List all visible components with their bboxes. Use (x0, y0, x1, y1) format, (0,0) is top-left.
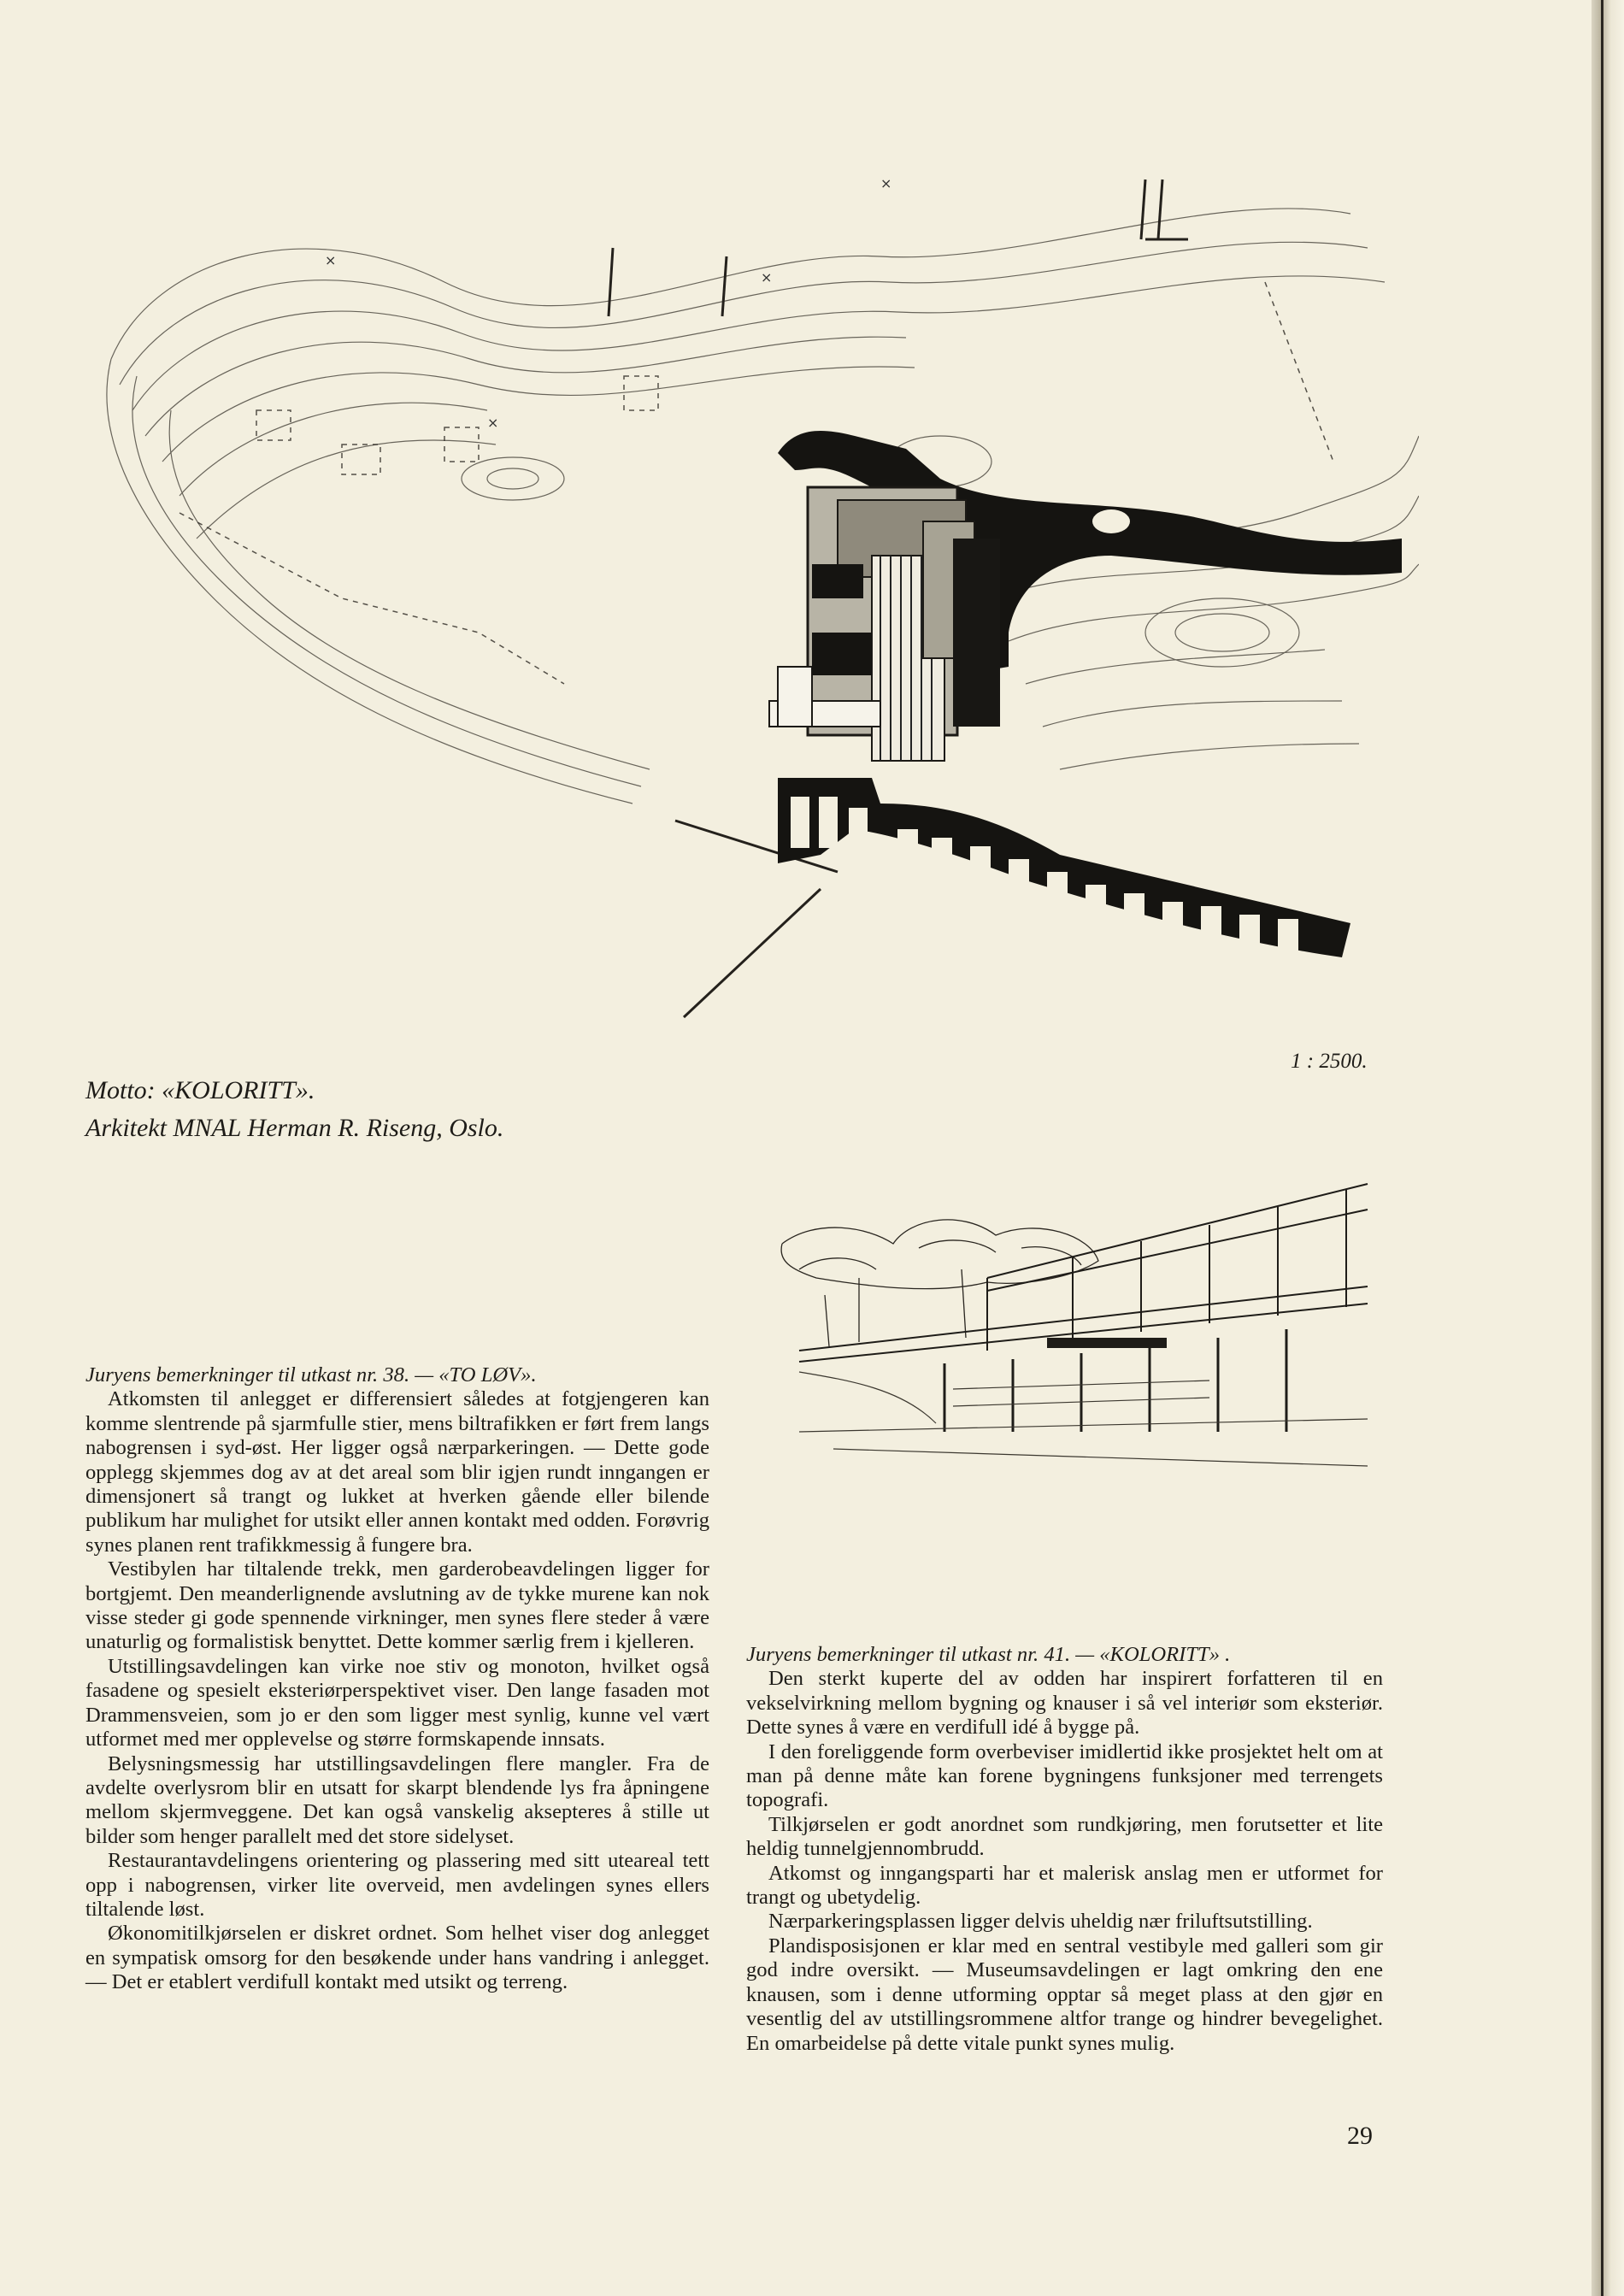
comment-paragraph: Belysningsmessig har utstillingsavdelingen flere mangler. Fra de avdelte overlysrom blir en utsatt for skarpt blendende lys fra åpningene mellom skjermveggene. Det kan også vanskelig aksepteres å stille ut bilder som henger parallelt med det store sidelyset. (85, 1751, 709, 1848)
svg-text:×: × (325, 252, 337, 268)
jury-comments-41 (746, 1643, 1383, 2056)
comment-heading: Juryens bemerkninger til utkast nr. 41. — «KOLORITT» . (746, 1643, 1231, 1666)
comment-paragraph: Økonomitilkjørselen er diskret ordnet. Som helhet viser dog anlegget en sympatisk omsorg for den besøkende under hans vandring i anlegget. — Det er etablert verdifull kontakt med utsikt og terreng. (85, 1922, 709, 1994)
motto-block (85, 1072, 503, 1147)
comment-paragraph: Utstillingsavdelingen kan virke noe stiv og monoton, hvilket også fasadene og spesielt eksteriørperspektivet viser. Den lange fasaden mot Drammensveien, som jo er den som ligger mest synlig, kunne vel vært utformet med mer opplevelse og større formskapende innsats. (85, 1654, 709, 1751)
jury-comments-38 (85, 1363, 709, 1995)
page-number: 29 (1347, 2122, 1373, 2150)
site-plan-drawing (85, 154, 1419, 1043)
comment-paragraph: Atkomst og inngangsparti har et malerisk anslag men er utformet for trangt og ubetydelig. (746, 1861, 1383, 1910)
motto-line: Motto: «KOLORITT». (85, 1076, 315, 1104)
comment-paragraph: Plandisposisjonen er klar med en sentral vestibyle med galleri som gir god indre oversikt. — Museumsavdelingen er lagt omkring den ene knausen, som i denne utforming opptar så meget plass at den gjør en vesentlig del av utstillingsrommene altfor trange og hindrer bevegelighet. En omarbeidelse på dette vitale punkt synes mulig. (746, 1934, 1383, 2055)
comment-paragraph: Atkomsten til anlegget er differensiert således at fotgjengeren kan komme slentrende på sjarmfulle stier, mens biltrafikken er ført frem langs nabogrensen i syd-øst. Her ligger også nærparkeringen. — Dette gode opplegg skjemmes dog av at det areal som blir igjen rundt inngangen er dimensjonert så trangt og lukket at hverken gående eller bilende publikum har mulighet for utsikt eller annen kontakt med odden. Forøvrig synes planen rent trafikkmessig å fungere bra. (85, 1387, 709, 1557)
binding-line (1601, 0, 1603, 2296)
comment-paragraph: Nærparkeringsplassen ligger delvis uheldig nær friluftsutstilling. (768, 1910, 1313, 1934)
svg-text:×: × (487, 415, 499, 431)
architect-line: Arkitekt MNAL Herman R. Riseng, Oslo. (85, 1114, 504, 1142)
comment-paragraph: I den foreliggende form overbeviser imidlertid ikke prosjektet helt om at man på denne måte kan forene bygningens funksjoner med terrengets topografi. (746, 1740, 1383, 1812)
comment-paragraph: Tilkjørselen er godt anordnet som rundkjøring, men forutsetter et lite heldig tunnelgjennombrudd. (746, 1812, 1383, 1861)
page-edge (1592, 0, 1624, 2296)
comment-paragraph: Restaurantavdelingens orientering og plassering med sitt uteareal tett opp i nabogrensen, virker lite overveid, men avdelingen synes ellers tiltalende løst. (85, 1849, 709, 1921)
svg-text:×: × (880, 175, 892, 191)
scale-label: 1 : 2500. (1291, 1050, 1368, 1073)
comment-paragraph: Den sterkt kuperte del av odden har inspirert forfatteren til en vekselvirkning mellom bygning og knauser i så vel interiør som eksteriør. Dette synes å være en verdifull idé å bygge på. (746, 1667, 1383, 1740)
comment-paragraph: Vestibylen har tiltalende trekk, men garderobeavdelingen ligger for bortgjemt. Den meanderlignende avslutning av de tykke murene kan nok visse steder gi gode spennende virkninger, men synes flere steder å være unaturlig og formalistisk benyttet. Dette kommer særlig frem i kjelleren. (85, 1557, 709, 1654)
comment-heading: Juryens bemerkninger til utkast nr. 38. — «TO LØV». (85, 1363, 537, 1386)
svg-text:×: × (761, 269, 773, 286)
perspective-sketch (765, 1167, 1410, 1483)
